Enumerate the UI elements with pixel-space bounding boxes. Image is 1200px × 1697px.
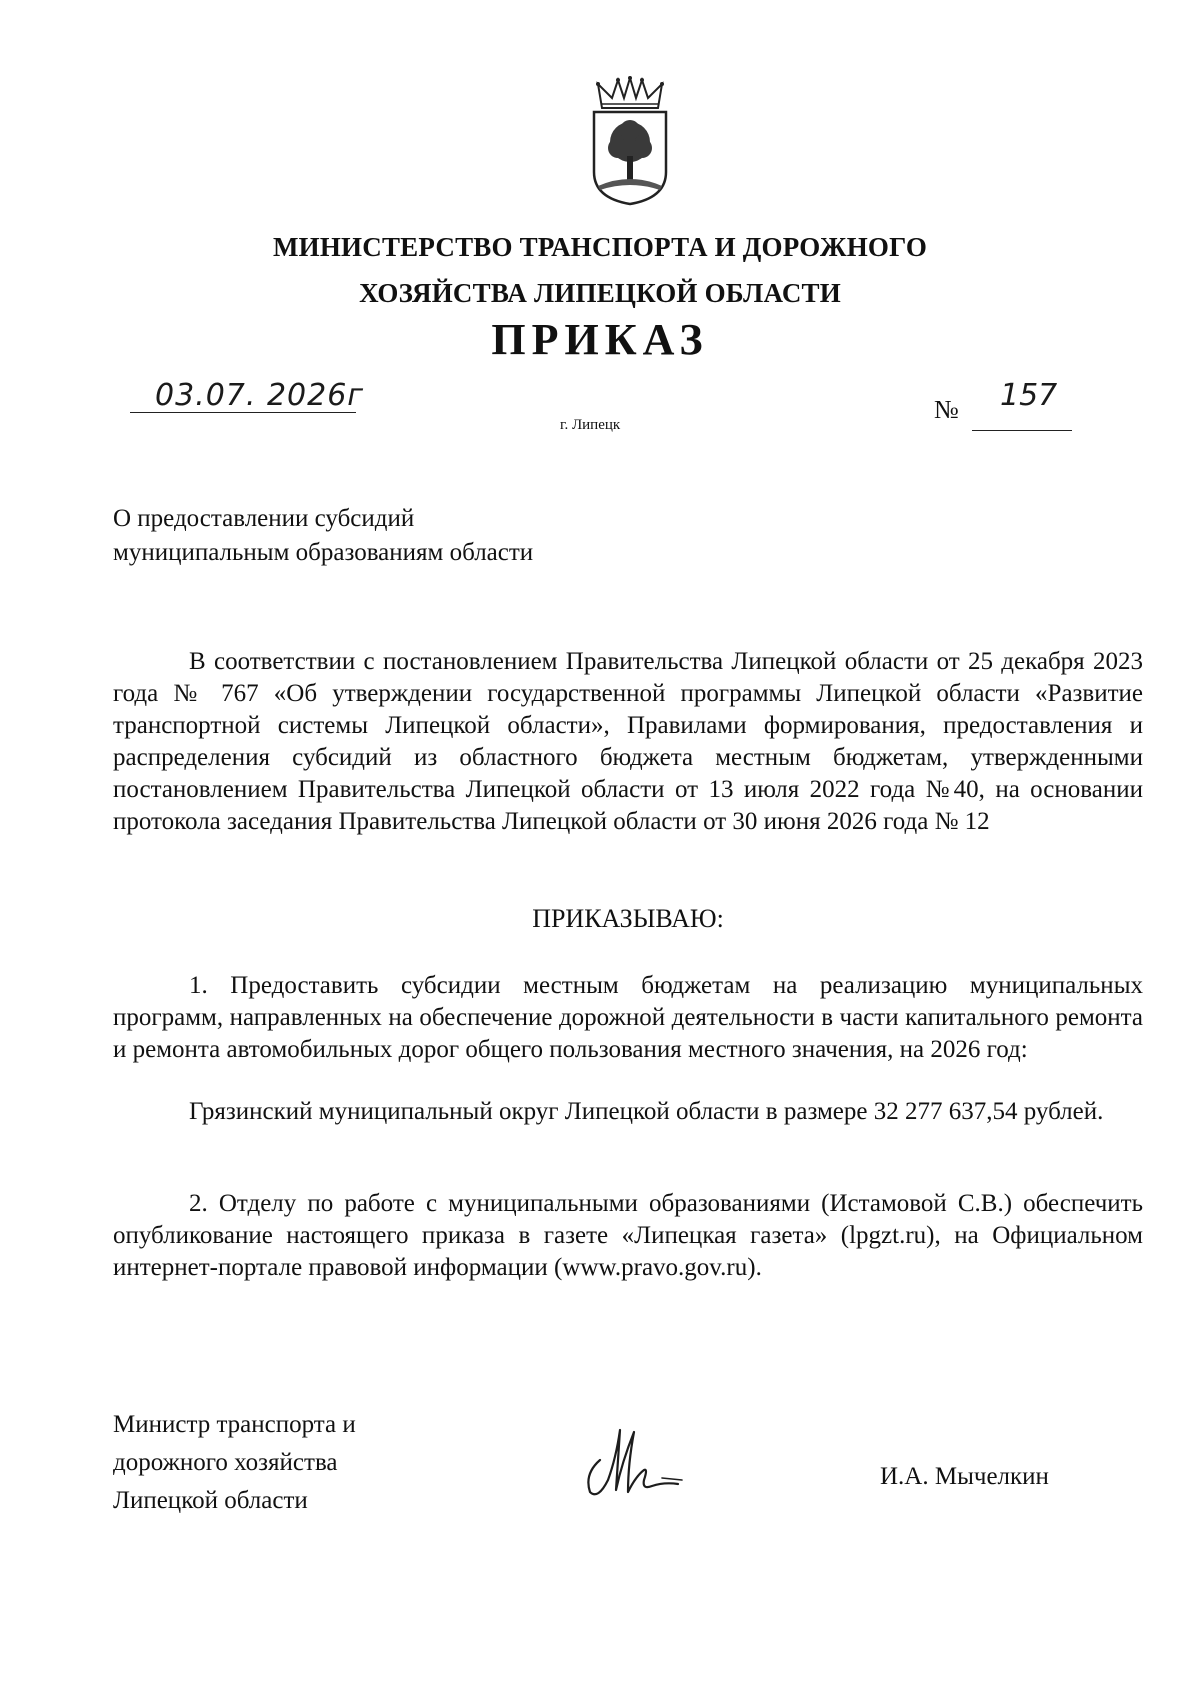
subject-line-2: муниципальным образованиям области [113, 539, 534, 566]
ministry-name-line1: МИНИСТЕРСТВО ТРАНСПОРТА И ДОРОЖНОГО [272, 232, 928, 262]
order-subject [113, 502, 533, 570]
handwritten-signature [578, 1420, 686, 1502]
item-1-recipient-paragraph [113, 1096, 1143, 1128]
city-label: г. Липецк [560, 417, 621, 433]
item-2-paragraph [113, 1188, 1143, 1284]
signatory-position-line-1: Министр транспорта и [113, 1411, 356, 1438]
item-1-paragraph [113, 970, 1143, 1066]
ministry-name-line2: ХОЗЯЙСТВА ЛИПЕЦКОЙ ОБЛАСТИ [359, 278, 841, 308]
legal-basis-text: В соответствии с постановлением Правительства Липецкой области от 25 декабря 2023 года № 767 «Об утверждении государственной программы Липецкой области «Развитие транспортной системы Липецкой области», Правилами формирования, предоставления и распределения субсидий из областного бюджета местным бюджетам, утвержденными постановлением Правительства Липецкой области от 13 июля 2022 года №40, на основании протокола заседания Правительства Липецкой области от 30 июня 2026 года № 12 [113, 648, 1143, 835]
item-1-text: 1. Предоставить субсидии местным бюджетам на реализацию муниципальных программ, направленных на обеспечение дорожной деятельности в части капитального ремонта и ремонта автомобильных дорог общего пользования местного значения, на 2026 год: [113, 972, 1143, 1063]
date-underline [130, 412, 356, 413]
directive-heading: ПРИКАЗЫВАЮ: [532, 904, 724, 933]
coat-of-arms-icon [580, 76, 680, 206]
item-1-recipient-text: Грязинский муниципальный округ Липецкой области в размере 32 277 637,54 рублей. [189, 1098, 1104, 1125]
order-date: 03.07. 2026г [155, 378, 365, 413]
signatory-name: И.А. Мычелкин [880, 1463, 1049, 1490]
legal-basis-paragraph [113, 646, 1143, 838]
document-type-title: ПРИКАЗ [491, 315, 709, 364]
subject-line-1: О предоставлении субсидий [113, 505, 415, 532]
number-sign: № [934, 395, 959, 424]
number-underline [972, 430, 1072, 431]
order-number: 157 [1000, 378, 1058, 413]
signatory-position-line-3: Липецкой области [113, 1487, 308, 1514]
signatory-position-line-2: дорожного хозяйства [113, 1449, 338, 1476]
signatory-position [113, 1406, 356, 1520]
item-2-text: 2. Отделу по работе с муниципальными образованиями (Истамовой С.В.) обеспечить опубликование настоящего приказа в газете «Липецкая газета» (lpgzt.ru), на Официальном интернет-портале правовой информации (www.pravo.gov.ru). [113, 1190, 1143, 1281]
